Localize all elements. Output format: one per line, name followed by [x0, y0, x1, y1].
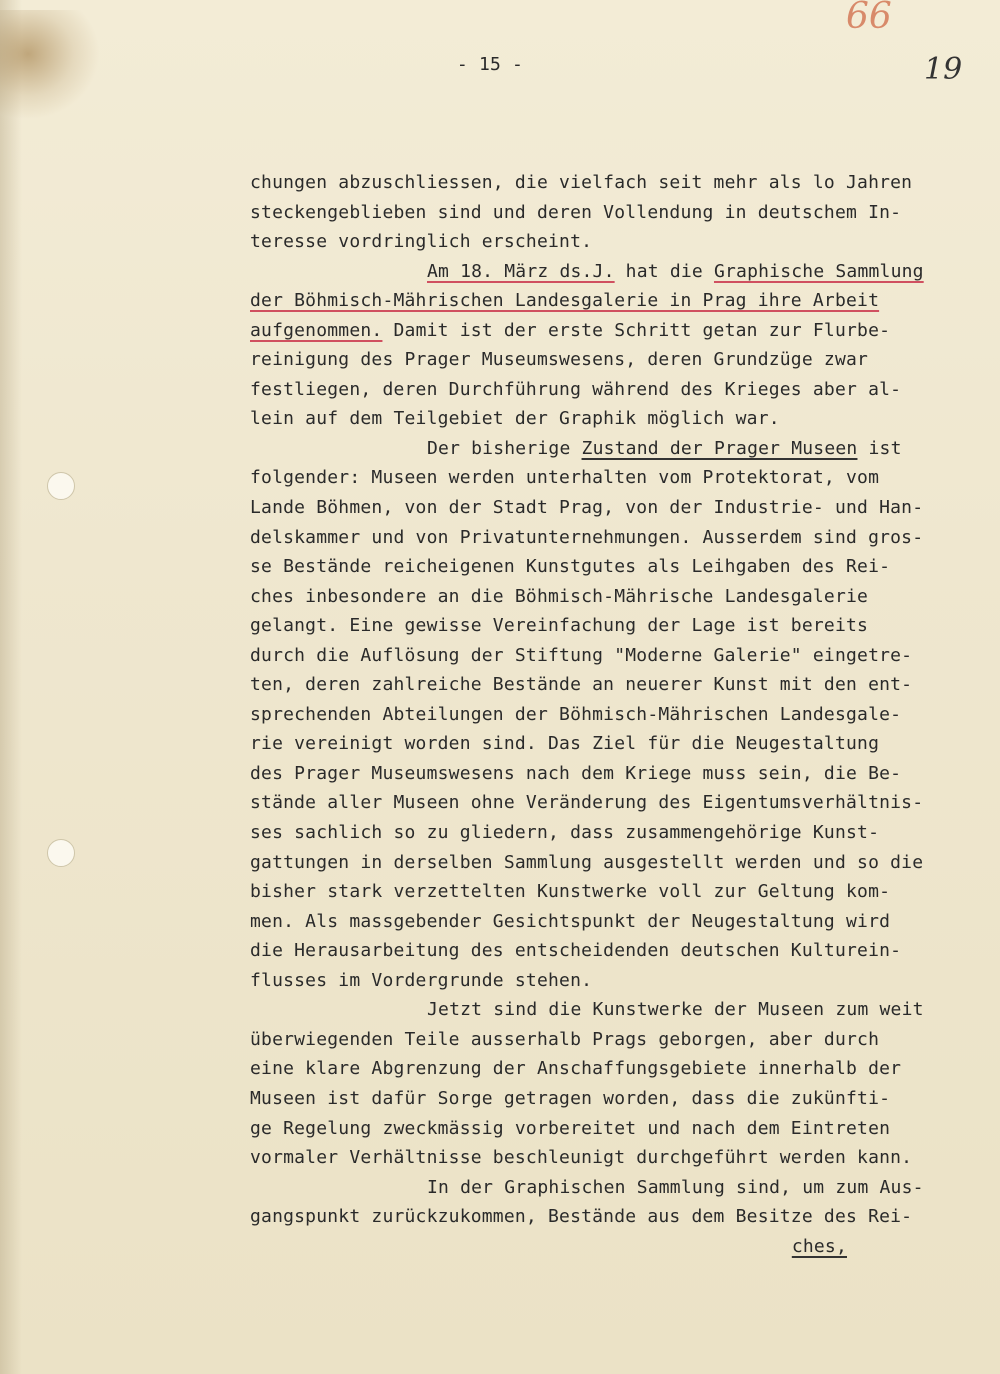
text-segment: rie vereinigt worden sind. Das Ziel für die Neugestaltung — [250, 733, 880, 755]
text-segment: gangspunkt zurückzukommen, Bestände aus dem Besitze des Rei- — [250, 1206, 913, 1228]
text-segment: Am 18. März ds.J. — [427, 260, 615, 282]
text-line — [250, 611, 975, 641]
page-number: - 15 - — [456, 54, 524, 75]
text-line — [250, 1232, 975, 1262]
text-line — [250, 1202, 975, 1232]
text-segment: steckengeblieben sind und deren Vollendung in deutschem In- — [250, 201, 902, 223]
text-segment: festliegen, deren Durchführung während des Krieges aber al- — [250, 378, 902, 400]
text-segment: folgender: Museen werden unterhalten vom Protektorat, vom — [250, 467, 880, 489]
text-segment: ge Regelung zweckmässig vorbereitet und nach dem Eintreten — [250, 1117, 891, 1139]
text-segment: se Bestände reicheigenen Kunstgutes als Leihgaben des Rei- — [250, 556, 891, 578]
text-line — [250, 257, 975, 287]
text-segment: Museen ist dafür Sorge getragen worden, dass die zukünfti- — [250, 1087, 891, 1109]
text-line — [250, 700, 975, 730]
text-segment: vormaler Verhältnisse beschleunigt durchgeführt werden kann. — [250, 1147, 913, 1169]
text-line — [250, 345, 975, 375]
text-segment: lein auf dem Teilgebiet der Graphik möglich war. — [250, 408, 780, 430]
text-line — [250, 375, 975, 405]
text-segment: die Herausarbeitung des entscheidenden deutschen Kulturein- — [250, 940, 902, 962]
text-line — [250, 670, 975, 700]
text-segment: eine klare Abgrenzung der Anschaffungsgebiete innerhalb der — [250, 1058, 902, 1080]
text-segment: flusses im Vordergrunde stehen. — [250, 969, 593, 991]
text-line — [250, 936, 975, 966]
text-segment: Lande Böhmen, von der Stadt Prag, von der Industrie- und Han- — [250, 497, 924, 519]
punch-hole-lower — [47, 839, 75, 867]
text-line — [250, 286, 975, 316]
text-segment: gattungen in derselben Sammlung ausgestellt werden und so die — [250, 851, 924, 873]
text-line — [250, 404, 975, 434]
text-line — [250, 641, 975, 671]
text-segment: Damit ist der erste Schritt getan zur Flurbe- — [382, 319, 891, 341]
text-line — [250, 1025, 975, 1055]
text-segment: men. Als massgebender Gesichtspunkt der Neugestaltung wird — [250, 910, 891, 932]
text-segment: Jetzt sind die Kunstwerke der Museen zum weit — [427, 999, 924, 1021]
text-segment: teresse vordringlich erscheint. — [250, 231, 593, 253]
text-segment: hat die — [614, 260, 714, 282]
text-line — [250, 582, 975, 612]
text-line — [250, 788, 975, 818]
text-segment: sprechenden Abteilungen der Böhmisch-Mährischen Landesgale- — [250, 703, 902, 725]
text-line — [250, 818, 975, 848]
text-line — [250, 1114, 975, 1144]
text-line — [250, 316, 975, 346]
text-line — [250, 877, 975, 907]
text-segment: ches, — [791, 1235, 847, 1257]
folio-number-red: 66 — [846, 0, 892, 37]
page-edge-shadow — [0, 0, 22, 1374]
text-line — [250, 759, 975, 789]
text-line — [250, 907, 975, 937]
text-segment: Der bisherige — [427, 437, 582, 459]
text-line — [250, 848, 975, 878]
text-segment: ses sachlich so zu gliedern, dass zusammengehörige Kunst- — [250, 822, 880, 844]
punch-hole-upper — [47, 472, 75, 500]
text-segment: ten, deren zahlreiche Bestände an neuerer Kunst mit den ent- — [250, 674, 913, 696]
text-segment: chungen abzuschliessen, die vielfach seit mehr als lo Jahren — [250, 172, 913, 193]
text-line — [250, 1143, 975, 1173]
text-line — [250, 1084, 975, 1114]
typed-body-text — [250, 168, 975, 1261]
text-line — [250, 552, 975, 582]
text-line — [250, 198, 975, 228]
text-segment: In der Graphischen Sammlung sind, um zum Aus- — [427, 1176, 924, 1198]
text-segment: ches inbesondere an die Böhmisch-Mährische Landesgalerie — [250, 585, 869, 607]
text-line — [250, 995, 975, 1025]
text-segment: reinigung des Prager Museumswesens, deren Grundzüge zwar — [250, 349, 869, 371]
text-segment: Zustand der Prager Museen — [581, 437, 858, 459]
text-line — [250, 1173, 975, 1203]
text-segment: gelangt. Eine gewisse Vereinfachung der Lage ist bereits — [250, 615, 869, 637]
text-segment: ist — [857, 437, 902, 459]
text-segment: aufgenommen. — [250, 319, 383, 341]
text-segment: durch die Auflösung der Stiftung "Moderne Galerie" eingetre- — [250, 644, 913, 666]
text-segment: der Böhmisch-Mährischen Landesgalerie in Prag ihre Arbeit — [250, 290, 880, 312]
text-segment: stände aller Museen ohne Veränderung des Eigentumsverhältnis- — [250, 792, 924, 814]
text-segment: Graphische Sammlung — [713, 260, 924, 282]
text-line — [250, 966, 975, 996]
text-segment: bisher stark verzettelten Kunstwerke voll zur Geltung kom- — [250, 881, 891, 903]
text-segment: des Prager Museumswesens nach dem Kriege muss sein, die Be- — [250, 762, 902, 784]
text-line — [250, 434, 975, 464]
text-line — [250, 227, 975, 257]
text-line — [250, 729, 975, 759]
text-line — [250, 493, 975, 523]
text-line — [250, 1054, 975, 1084]
folio-number-handwritten: 19 — [924, 52, 963, 87]
text-line — [250, 168, 975, 198]
text-segment: delskammer und von Privatunternehmungen. Ausserdem sind gros- — [250, 526, 924, 548]
text-segment: überwiegenden Teile ausserhalb Prags geborgen, aber durch — [250, 1028, 880, 1050]
text-line — [250, 463, 975, 493]
corner-stain — [0, 10, 100, 120]
text-line — [250, 523, 975, 553]
